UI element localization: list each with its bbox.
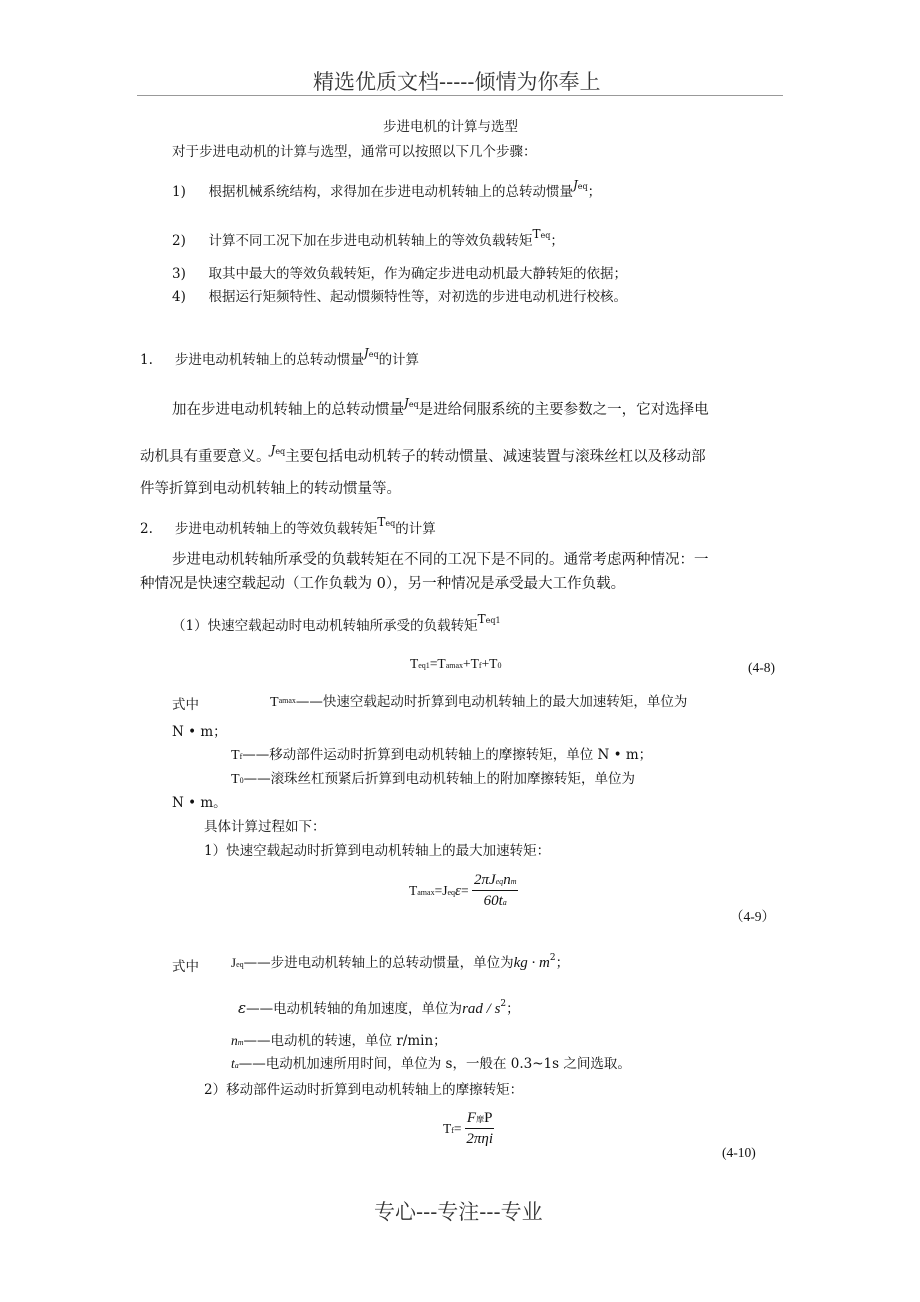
step-number: 2): [172, 233, 186, 249]
equation-4-8-number: (4-8): [748, 660, 775, 675]
equation-4-9-number: （4-9）: [730, 909, 775, 924]
equation-4-10-number: (4-10): [722, 1145, 756, 1160]
fraction-4-10: $\frac{\text{F摩P}}{\text{2πηi}}$: [466, 1110, 493, 1147]
equation-4-9: Tamax=Jeqε= $\frac{\text{2πJeqnm}}{60ta}$: [409, 872, 517, 909]
equation-4-10: Tf= $\frac{\text{F摩P}}{\text{2πηi}}$: [443, 1110, 493, 1147]
section-1-heading: 1. 步进电动机转轴上的总转动惯量$^{Jeq}$的计算: [140, 346, 420, 368]
header-rule: [137, 95, 783, 96]
term-t-f: Tf——移动部件运动时折算到电动机转轴上的摩擦转矩，单位 N • m；: [231, 747, 653, 763]
equation-4-8: Teq1=Tamax+Tf+T0: [410, 656, 502, 671]
page-header: 精选优质文档-----倾情为你奉上: [313, 70, 601, 94]
term-epsilon: ε——电动机转轴的角加速度，单位为rad / $s^2$；: [238, 999, 520, 1017]
fraction-4-9: $\frac{\text{2πJeqnm}}{60ta}$: [473, 872, 517, 909]
doc-title: 步进电机的计算与选型: [383, 119, 518, 135]
term-j-eq: Jeq——步进电动机转轴上的总转动惯量，单位为kg · $m^2$；: [231, 953, 570, 971]
where-label-1: 式中: [172, 697, 199, 713]
step-1: 1) 根据机械系统结构，求得加在步进电动机转轴上的总转动惯量$^{Jeq}$；: [172, 178, 602, 200]
case-1-heading: （1）快速空载起动时电动机转轴所承受的负载转矩$^{Teq1}$: [172, 612, 501, 634]
section-1-para-line-2: 动机具有重要意义。$^{Jeq}$主要包括电动机转子的转动惯量、减速装置与滚珠丝杠以及移动部: [140, 443, 706, 465]
term-t-amax-unit: N • m；: [172, 724, 227, 740]
section-1-para-line-3: 件等折算到电动机转轴上的转动惯量等。: [140, 481, 401, 497]
step-text: 取其中最大的等效负载转矩，作为确定步进电动机最大静转矩的依据；: [208, 266, 627, 282]
term-n-m: nm——电动机的转速，单位 r/min；: [231, 1033, 447, 1049]
term-t-a: ta——电动机加速所用时间，单位为 s，一般在 0.3~1s 之间选取。: [231, 1056, 631, 1072]
section-1-para-line-1: 加在步进电动机转轴上的总转动惯量$^{Jeq}$是进给伺服系统的主要参数之一，它对选择电: [172, 396, 709, 418]
step-number: 4): [172, 289, 186, 305]
step-4: [172, 285, 627, 305]
section-2-para-line-1: 步进电动机转轴所承受的负载转矩在不同的工况下是不同的。通常考虑两种情况：一: [172, 552, 709, 568]
step-text: 计算不同工况下加在步进电动机转轴上的等效负载转矩: [208, 233, 533, 249]
step-3: [172, 262, 627, 282]
step-number: 3): [172, 266, 186, 282]
section-2-para-line-2: 种情况是快速空载起动（工作负载为 0），另一种情况是承受最大工作负载。: [140, 576, 626, 592]
process-intro: 具体计算过程如下：: [204, 819, 326, 835]
step-number: 1): [172, 184, 186, 200]
step-2: 2) 计算不同工况下加在步进电动机转轴上的等效负载转矩$^{Teq}$；: [172, 227, 564, 249]
intro-paragraph: 对于步进电动机的计算与选型，通常可以按照以下几个步骤：: [172, 144, 537, 160]
item-1: 1）快速空载起动时折算到电动机转轴上的最大加速转矩：: [204, 843, 551, 859]
term-t-0: T0——滚珠丝杠预紧后折算到电动机转轴上的附加摩擦转矩，单位为: [231, 771, 636, 787]
page-footer: 专心---专注---专业: [374, 1200, 543, 1224]
term-t-amax: $T^{amax}——$快速空载起动时折算到电动机转轴上的最大加速转矩，单位为: [270, 694, 688, 710]
step-text: 根据机械系统结构，求得加在步进电动机转轴上的总转动惯量: [208, 184, 573, 200]
step-text: 根据运行矩频特性、起动惯频特性等，对初选的步进电动机进行校核。: [208, 289, 627, 305]
where-label-2: 式中: [172, 959, 199, 975]
section-2-heading: 2. 步进电动机转轴上的等效负载转矩$^{Teq}$的计算: [140, 515, 436, 537]
term-t-0-unit: N • m。: [172, 795, 227, 811]
item-2: 2）移动部件运动时折算到电动机转轴上的摩擦转矩：: [204, 1082, 524, 1098]
